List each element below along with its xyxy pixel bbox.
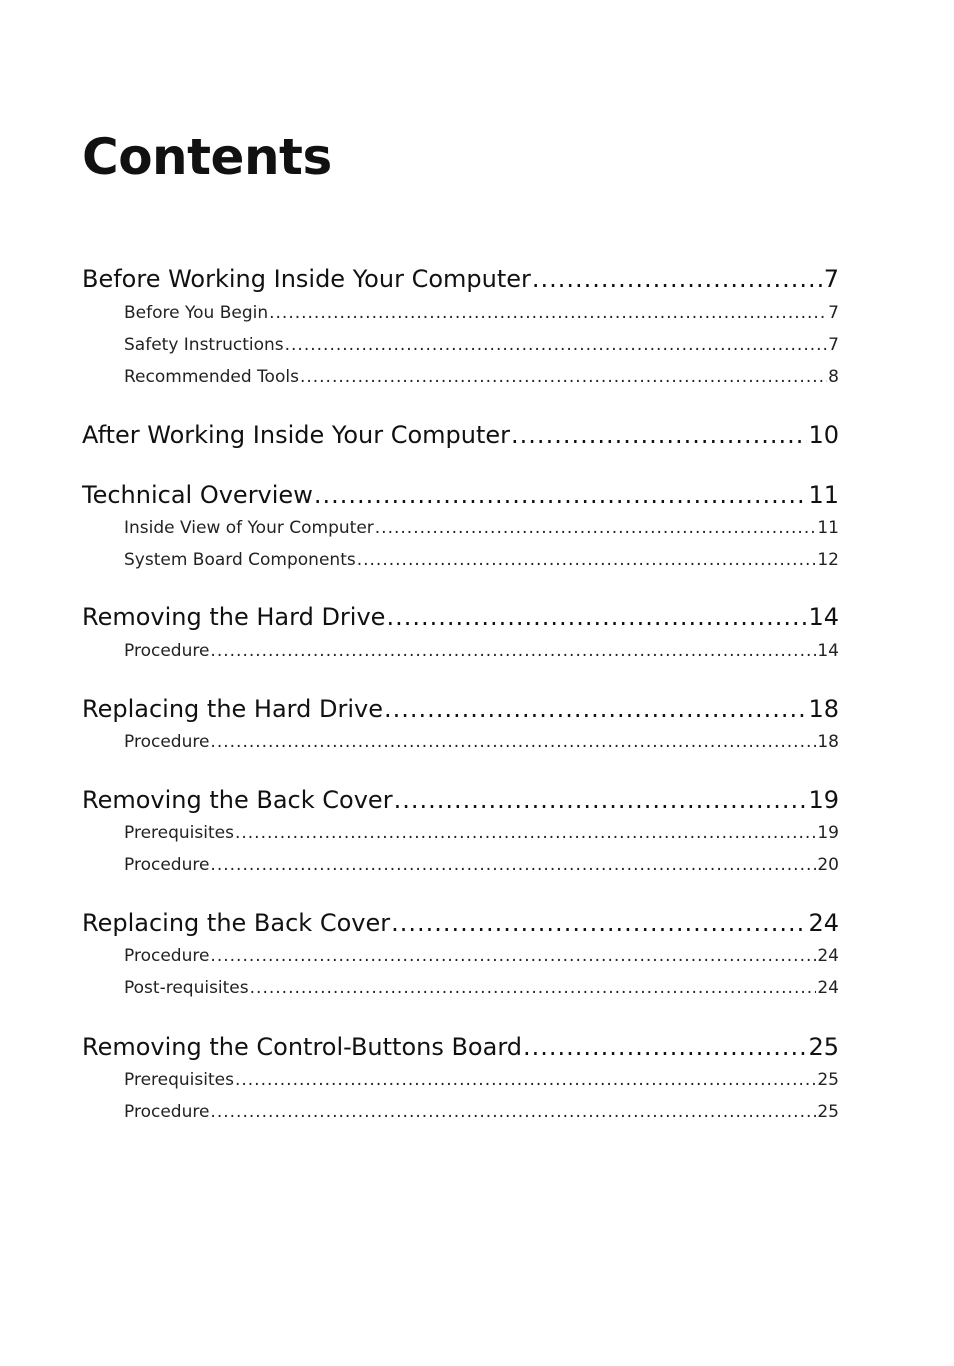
- toc-leader-dots: [314, 480, 808, 510]
- toc-entry-label: Prerequisites: [124, 1070, 234, 1090]
- toc-page-number: 24: [817, 946, 839, 966]
- toc-chapter-entry[interactable]: [82, 480, 839, 510]
- toc-chapter-entry[interactable]: [82, 908, 839, 938]
- toc-leader-dots: [375, 517, 817, 539]
- toc-chapter-entry[interactable]: [82, 1032, 839, 1062]
- toc-section-entry[interactable]: [124, 854, 839, 876]
- toc-entry-label: Replacing the Hard Drive: [82, 695, 383, 723]
- toc-page-number: 25: [817, 1102, 839, 1122]
- toc-section-entry[interactable]: [124, 731, 839, 753]
- toc-leader-dots: [532, 264, 823, 294]
- toc-entry-label: Procedure: [124, 946, 210, 966]
- toc-page-number: 11: [817, 518, 839, 538]
- toc-leader-dots: [384, 694, 807, 724]
- toc-leader-dots: [300, 366, 827, 388]
- toc-page-number: 8: [828, 367, 839, 387]
- toc-leader-dots: [269, 302, 827, 324]
- toc-section-entry[interactable]: [124, 1069, 839, 1091]
- toc-leader-dots: [235, 1069, 816, 1091]
- toc-leader-dots: [235, 822, 816, 844]
- toc-entry-label: After Working Inside Your Computer: [82, 421, 511, 449]
- toc-section-entry[interactable]: [124, 302, 839, 324]
- toc-page-number: 24: [817, 978, 839, 998]
- toc-leader-dots: [511, 420, 807, 450]
- toc-leader-dots: [285, 334, 828, 356]
- toc-page-number: 25: [808, 1033, 839, 1061]
- toc-page-number: 7: [823, 265, 839, 293]
- toc-leader-dots: [386, 602, 807, 632]
- toc-page-number: 25: [817, 1070, 839, 1090]
- toc-section-entry[interactable]: [124, 1101, 839, 1123]
- toc-chapter-entry[interactable]: [82, 420, 839, 450]
- toc-section-entry[interactable]: [124, 977, 839, 999]
- toc-page-number: 18: [817, 732, 839, 752]
- toc-entry-label: Replacing the Back Cover: [82, 909, 391, 937]
- toc-chapter-entry[interactable]: [82, 602, 839, 632]
- toc-entry-label: Recommended Tools: [124, 367, 299, 387]
- toc-page-number: 7: [828, 303, 839, 323]
- toc-page-number: 12: [817, 550, 839, 570]
- toc-leader-dots: [210, 945, 816, 967]
- toc-entry-label: Procedure: [124, 1102, 210, 1122]
- toc-page-number: 20: [817, 855, 839, 875]
- toc-entry-label: Before You Begin: [124, 303, 269, 323]
- toc-entry-label: System Board Components: [124, 550, 356, 570]
- toc-leader-dots: [523, 1032, 807, 1062]
- toc-page-number: 18: [808, 695, 839, 723]
- toc-section-entry[interactable]: [124, 366, 839, 388]
- toc-section-entry[interactable]: [124, 517, 839, 539]
- toc-chapter-entry[interactable]: [82, 264, 839, 294]
- toc-leader-dots: [210, 731, 816, 753]
- toc-page-number: 11: [808, 481, 839, 509]
- page-title: Contents: [82, 128, 332, 186]
- toc-section-entry[interactable]: [124, 822, 839, 844]
- toc-page-number: 19: [808, 786, 839, 814]
- toc-entry-label: Post-requisites: [124, 978, 249, 998]
- toc-entry-label: Removing the Control-Buttons Board: [82, 1033, 523, 1061]
- toc-leader-dots: [210, 640, 816, 662]
- toc-entry-label: Technical Overview: [82, 481, 313, 509]
- toc-entry-label: Procedure: [124, 641, 210, 661]
- toc-section-entry[interactable]: [124, 549, 839, 571]
- toc-leader-dots: [357, 549, 817, 571]
- toc-leader-dots: [210, 854, 816, 876]
- toc-entry-label: Prerequisites: [124, 823, 234, 843]
- toc-entry-label: Procedure: [124, 855, 210, 875]
- toc-entry-label: Inside View of Your Computer: [124, 518, 374, 538]
- toc-leader-dots: [394, 785, 808, 815]
- toc-entry-label: Safety Instructions: [124, 335, 284, 355]
- toc-section-entry[interactable]: [124, 640, 839, 662]
- toc-chapter-entry[interactable]: [82, 694, 839, 724]
- toc-page-number: 10: [808, 421, 839, 449]
- toc-page-number: 24: [808, 909, 839, 937]
- toc-page-number: 19: [817, 823, 839, 843]
- toc-page-number: 14: [817, 641, 839, 661]
- toc-section-entry[interactable]: [124, 334, 839, 356]
- toc-leader-dots: [391, 908, 807, 938]
- toc-leader-dots: [210, 1101, 816, 1123]
- toc-chapter-entry[interactable]: [82, 785, 839, 815]
- toc-entry-label: Before Working Inside Your Computer: [82, 265, 531, 293]
- toc-page-number: 7: [828, 335, 839, 355]
- toc-section-entry[interactable]: [124, 945, 839, 967]
- toc-entry-label: Removing the Hard Drive: [82, 603, 386, 631]
- toc-entry-label: Removing the Back Cover: [82, 786, 393, 814]
- toc-page-number: 14: [808, 603, 839, 631]
- toc-leader-dots: [250, 977, 817, 999]
- toc-entry-label: Procedure: [124, 732, 210, 752]
